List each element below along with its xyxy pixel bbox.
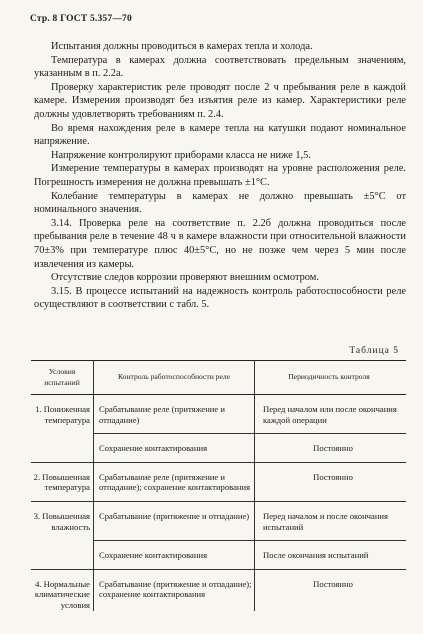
control-cell: Сохранение контактирования	[94, 434, 255, 463]
paragraph: Отсутствие следов коррозии проверяют внешним осмотром.	[51, 272, 319, 284]
control-cell: Срабатывание реле (притяжение и отпадание)	[94, 395, 255, 434]
table-row	[31, 395, 406, 434]
period-cell: Перед началом и после окончания испытаний	[255, 501, 407, 540]
period-cell: Перед началом или после окончания каждой операции	[263, 404, 397, 425]
paragraph: Проверку характеристик реле проводят после 2 ч пребывания реле в каждой камере. Измерения производят без изъятия реле из камер. Характеристики реле должны удовлетворять требованиям п. 2.4.	[34, 81, 406, 120]
condition-cell: 2. Повышенная температура	[31, 462, 94, 501]
table-row	[31, 569, 406, 610]
table-caption: Таблица 5	[349, 346, 399, 356]
condition-cell: 1. Пониженная температура	[31, 395, 94, 463]
condition-cell: 4. Нормальные климатические условия	[31, 569, 94, 610]
paragraph: 3.14. Проверка реле на соответствие п. 2.2б должна проводиться после пребывания реле в течение 48 ч в камере влажности при относительной влажности 70±3% при температуре плюс 40±5°С, но не позже чем через 5 мин после извлечения из камеры.	[34, 217, 406, 270]
table-row	[31, 462, 406, 501]
period-cell: Постоянно	[255, 569, 407, 610]
body-text	[34, 40, 406, 312]
page-header: Стр. 8 ГОСТ 5.357—70	[30, 14, 132, 24]
period-cell: Постоянно	[255, 434, 407, 463]
column-header: Периодичность контроля	[255, 361, 407, 395]
paragraph: Испытания должны проводиться в камерах тепла и холода.	[51, 41, 313, 52]
control-cell: Срабатывание (притяжение и отпадание); сохранение контактирования	[94, 569, 255, 610]
table-row	[31, 501, 406, 540]
table-5	[31, 360, 406, 611]
paragraph: Во время нахождения реле в камере тепла на катушки подают номинальное напряжение.	[34, 122, 406, 148]
paragraph: 3.15. В процессе испытаний на надежность контроль работоспособности реле осуществляют в соответствии с табл. 5.	[34, 285, 406, 311]
paragraph: Температура в камерах должна соответствовать предельным значениям, указанным в п. 2.2а.	[34, 54, 406, 80]
period-cell: Постоянно	[255, 462, 407, 501]
control-cell: Срабатывание реле (притяжение и отпадание); сохранение контактирования	[94, 462, 255, 501]
period-cell: После окончания испытаний	[255, 541, 407, 570]
paragraph: Измерение температуры в камерах производят на уровне расположения реле. Погрешность измерения не должна превышать ±1°С.	[34, 163, 406, 188]
paragraph: Колебание температуры в камерах не должно превышать ±5°С от номинального значения.	[34, 190, 406, 216]
table-header-row	[31, 361, 406, 395]
paragraph: Напряжение контролируют приборами класса не ниже 1,5.	[51, 149, 311, 161]
column-header: Условия испытаний	[31, 361, 94, 395]
control-cell: Сохранение контактирования	[94, 541, 255, 570]
condition-cell: 3. Повышенная влажность	[31, 501, 94, 569]
control-cell: Срабатывание (притяжение и отпадание)	[94, 501, 255, 540]
column-header: Контроль работоспособности реле	[94, 361, 255, 395]
